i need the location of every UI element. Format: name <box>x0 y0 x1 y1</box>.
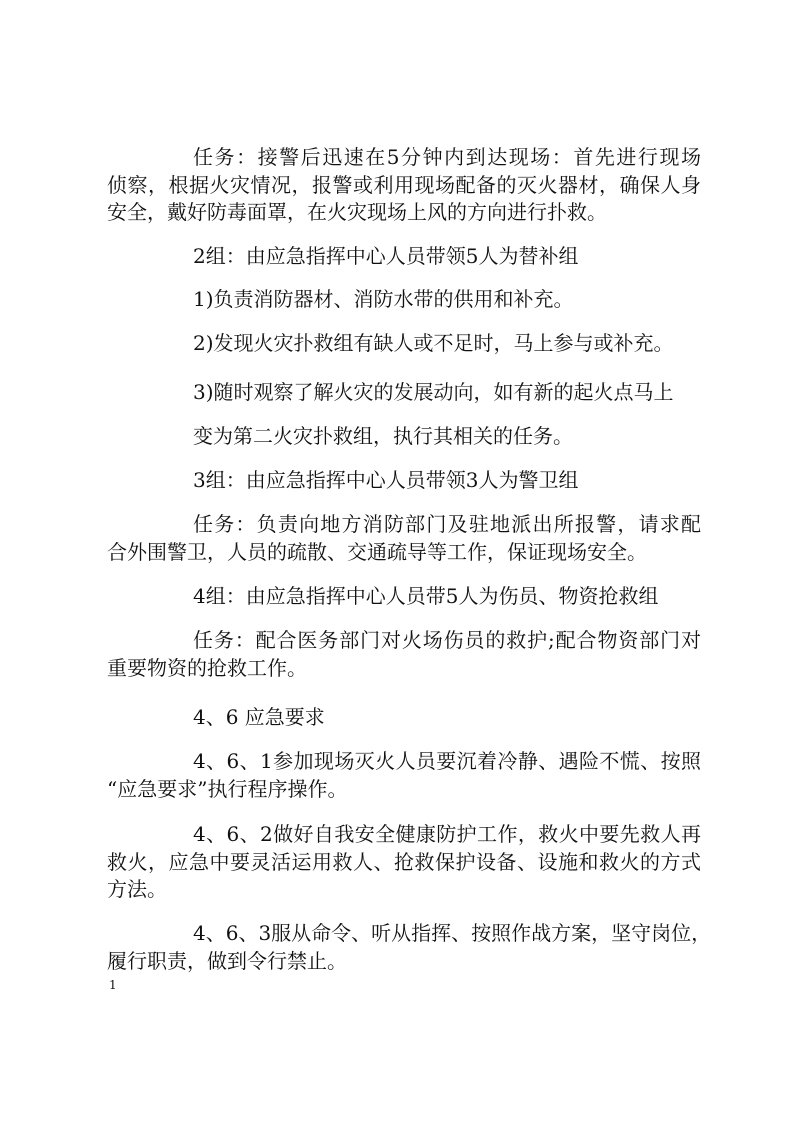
paragraph <box>107 423 701 451</box>
text-line: 方法。 <box>107 877 167 902</box>
text-line: 3)随时观察了解火灾的发展动向，如有新的起火点马上 <box>193 380 674 404</box>
text-line: 救火，应急中要灵活运用救人、抢救保护设备、设施和救火的方式 <box>107 849 701 874</box>
text-line: 重要物资的抢救工作。 <box>107 655 307 680</box>
text-line: 4、6、1参加现场灭火人员要沉着冷静、遇险不慌、按照 <box>193 749 701 773</box>
text-line: 2组：由应急指挥中心人员带领5人为替补组 <box>193 244 579 268</box>
text-line: 侦察，根据火灾情况，报警或利用现场配备的灭火器材，确保人身 <box>107 172 701 197</box>
paragraph <box>107 330 701 358</box>
text-line: 4、6 应急要求 <box>193 705 325 729</box>
text-line: 4、6、2做好自我安全健康防护工作，救火中要先救人再 <box>193 822 701 846</box>
paragraph <box>107 704 701 732</box>
paragraph <box>107 243 701 271</box>
paragraph <box>107 583 701 611</box>
text-line: 安全，戴好防毒面罩，在火灾现场上风的方向进行扑救。 <box>107 200 607 225</box>
text-line: 任务：配合医务部门对火场伤员的救护;配合物资部门对 <box>193 628 701 652</box>
text-line: 2)发现火灾扑救组有缺人或不足时，马上参与或补充。 <box>193 331 674 355</box>
text-line: 任务：负责向地方消防部门及驻地派出所报警，请求配 <box>193 512 701 536</box>
paragraph <box>107 821 701 904</box>
text-line: 任务：接警后迅速在5分钟内到达现场：首先进行现场 <box>193 145 701 169</box>
text-line: 履行职责，做到令行禁止。 <box>107 948 347 973</box>
text-line: 变为第二火灾扑救组，执行其相关的任务。 <box>193 424 573 448</box>
paragraph <box>107 511 701 566</box>
text-line: 合外围警卫，人员的疏散、交通疏导等工作，保证现场安全。 <box>107 539 647 564</box>
paragraph <box>107 286 701 314</box>
paragraph <box>107 920 712 975</box>
text-line: 4组：由应急指挥中心人员带5人为伤员、物资抢救组 <box>193 584 659 608</box>
paragraph <box>107 379 701 407</box>
page-number: 1 <box>109 978 117 992</box>
text-line: 3组：由应急指挥中心人员带领3人为警卫组 <box>193 468 579 492</box>
paragraph <box>107 467 701 495</box>
paragraph <box>107 627 701 682</box>
text-line: 4、6、3服从命令、听从指挥、按照作战方案，坚守岗位， <box>193 921 712 945</box>
paragraph <box>107 748 701 803</box>
paragraph <box>107 144 701 227</box>
text-line: 1)负责消防器材、消防水带的供用和补充。 <box>193 287 574 311</box>
text-line: “应急要求”执行程序操作。 <box>107 776 348 801</box>
